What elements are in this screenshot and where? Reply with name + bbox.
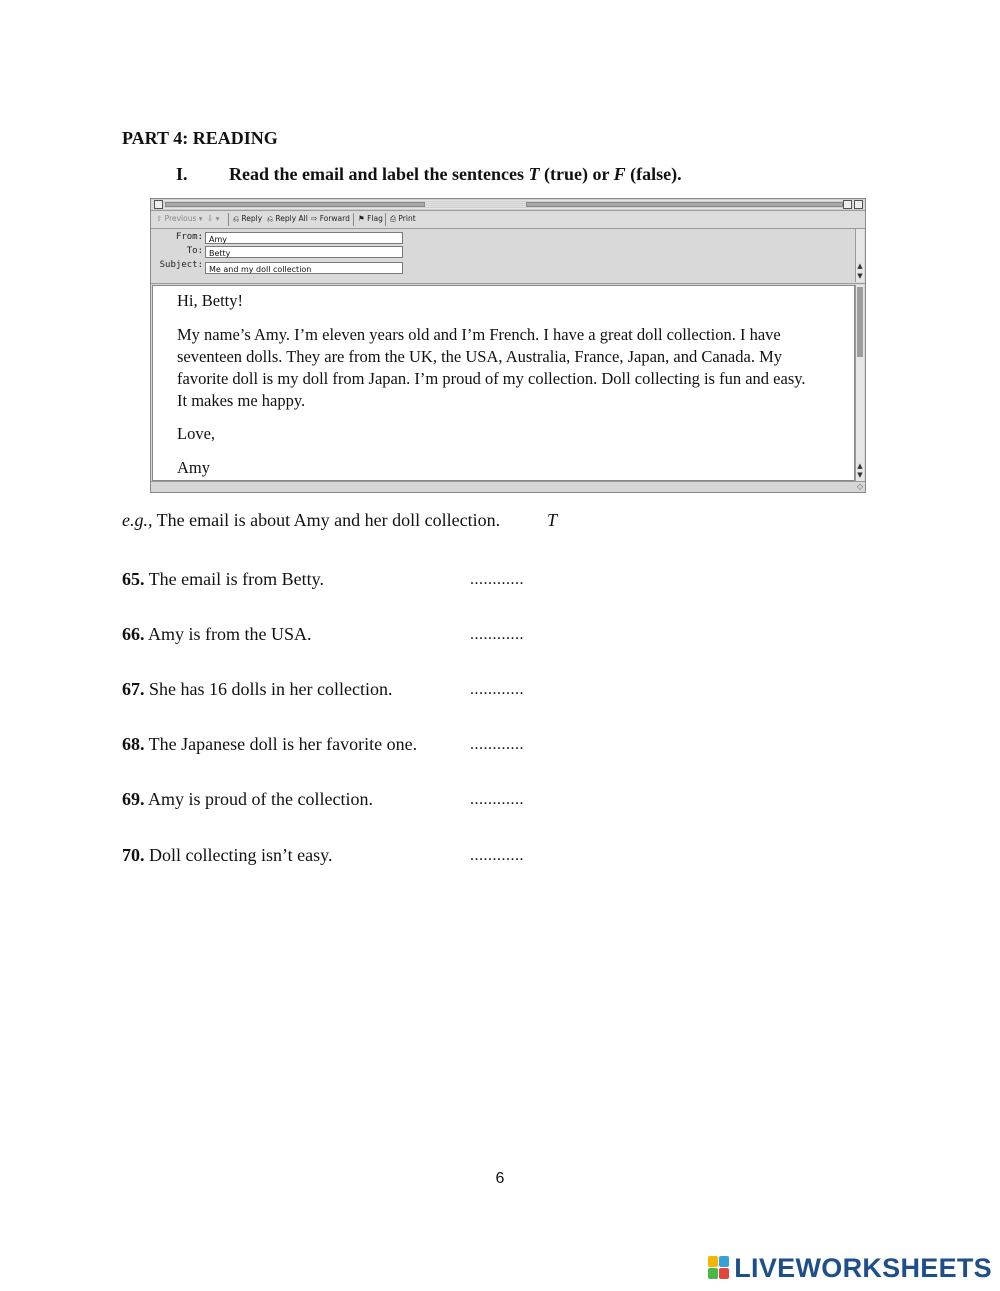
- resize-grip-icon[interactable]: ◇: [856, 482, 863, 491]
- subject-field[interactable]: Me and my doll collection: [205, 262, 403, 274]
- email-line: favorite doll is my doll from Japan. I’m proud of my collection. Doll collecting is fun and easy.: [177, 369, 806, 388]
- subject-label: Subject:: [159, 260, 203, 270]
- example-sentence: e.g., The email is about Amy and her doll collection.: [122, 510, 501, 530]
- reply-all-icon: ⎌: [267, 214, 273, 223]
- answer-blank-70[interactable]: ............: [470, 847, 524, 864]
- email-line: My name’s Amy. I’m eleven years old and I’m French. I have a great doll collection. I have: [177, 325, 781, 344]
- false-letter: F: [613, 164, 626, 184]
- close-box-icon[interactable]: [154, 200, 163, 209]
- email-body: [152, 285, 855, 481]
- question-67: 67. She has 16 dolls in her collection.: [122, 679, 393, 699]
- scroll-up-icon[interactable]: ▲: [857, 462, 863, 470]
- zoom-box-icon[interactable]: [843, 200, 852, 209]
- question-70: 70. Doll collecting isn’t easy.: [122, 845, 333, 865]
- email-window: [150, 198, 866, 493]
- answer-blank-68[interactable]: ............: [470, 736, 524, 753]
- previous-button[interactable]: ⇧ Previous ▾: [156, 214, 203, 223]
- window-titlebar: [151, 199, 865, 211]
- body-scrollbar[interactable]: [855, 285, 864, 481]
- email-signature: Amy: [177, 458, 210, 477]
- answer-blank-66[interactable]: ............: [470, 626, 524, 643]
- part-title: PART 4: READING: [122, 128, 278, 148]
- email-line: seventeen dolls. They are from the UK, the USA, Australia, France, Japan, and Canada. My: [177, 347, 782, 366]
- brand-logo[interactable]: [708, 1253, 992, 1284]
- reply-icon: ⎌: [233, 214, 239, 223]
- instruction-number: I.: [176, 164, 188, 184]
- forward-button[interactable]: ⇨ Forward: [311, 214, 350, 223]
- window-bottom-bar: [151, 481, 865, 492]
- from-label: From:: [175, 232, 203, 242]
- answer-blank-67[interactable]: ............: [470, 681, 524, 698]
- email-line: It makes me happy.: [177, 391, 306, 410]
- flag-button[interactable]: ⚑ Flag: [358, 214, 383, 223]
- scroll-thumb[interactable]: [857, 287, 863, 357]
- answer-blank-69[interactable]: ............: [470, 791, 524, 808]
- titlebar-groove: [165, 202, 425, 207]
- reply-all-button[interactable]: ⎌ Reply All: [267, 214, 308, 223]
- scroll-down-icon[interactable]: ▼: [857, 272, 863, 280]
- from-field[interactable]: Amy: [205, 232, 403, 244]
- email-header: [151, 229, 865, 284]
- collapse-box-icon[interactable]: [854, 200, 863, 209]
- email-toolbar: [151, 211, 865, 229]
- answer-blank-65[interactable]: ............: [470, 571, 524, 588]
- scroll-down-icon[interactable]: ▼: [857, 471, 863, 479]
- question-66: 66. Amy is from the USA.: [122, 624, 312, 644]
- question-68: 68. The Japanese doll is her favorite one.: [122, 734, 418, 754]
- scroll-up-icon[interactable]: ▲: [857, 262, 863, 270]
- to-label: To:: [186, 246, 203, 256]
- print-icon: ⎙: [390, 214, 396, 223]
- email-closing: Love,: [177, 424, 216, 443]
- instruction-text: Read the email and label the sentences T (true) or F (false).: [229, 164, 682, 184]
- example-answer: T: [547, 510, 558, 530]
- email-greeting: Hi, Betty!: [177, 291, 243, 310]
- question-65: 65. The email is from Betty.: [122, 569, 324, 589]
- page-number: 6: [495, 1170, 505, 1187]
- reply-button[interactable]: ⎌ Reply: [233, 214, 263, 223]
- to-field[interactable]: Betty: [205, 246, 403, 258]
- next-button[interactable]: ⇩ ▾: [207, 214, 220, 223]
- titlebar-groove: [526, 202, 843, 207]
- email-paragraph: [177, 324, 806, 412]
- flag-icon: ⚑: [358, 214, 365, 223]
- brand-text: LIVEWORKSHEETS: [734, 1253, 992, 1283]
- forward-icon: ⇨: [311, 214, 318, 223]
- liveworksheets-logo-icon: [708, 1256, 730, 1280]
- print-button[interactable]: ⎙ Print: [390, 214, 416, 223]
- true-letter: T: [528, 164, 540, 184]
- toolbar-separator: [385, 213, 386, 226]
- toolbar-separator: [353, 213, 354, 226]
- question-69: 69. Amy is proud of the collection.: [122, 789, 373, 809]
- toolbar-separator: [228, 213, 229, 226]
